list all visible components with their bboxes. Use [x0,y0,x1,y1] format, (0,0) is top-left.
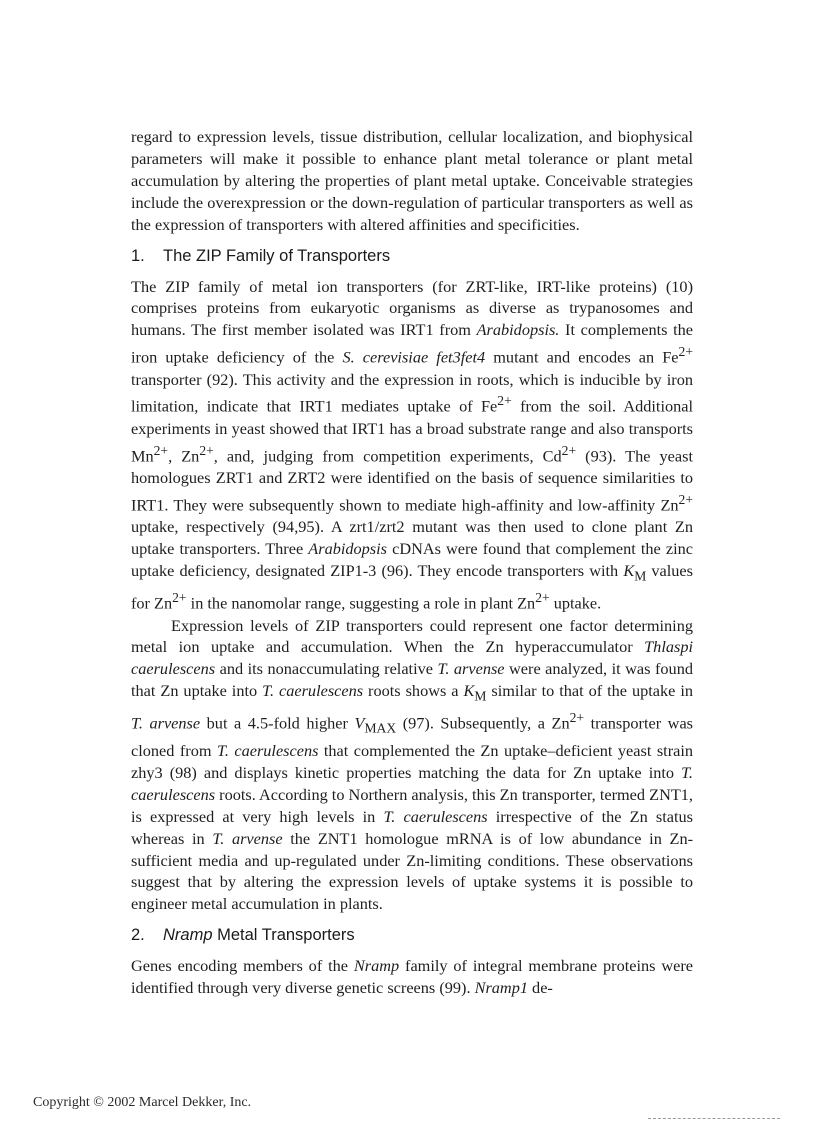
section-1-number: 1. [131,246,145,265]
footer-rule [648,1118,780,1119]
copyright-notice: Copyright © 2002 Marcel Dekker, Inc. [33,1095,252,1110]
section-2-number: 2. [131,926,145,945]
intro-paragraph: regard to expression levels, tissue distribution, cellular localization, and biophysical parameters will make it possible to enhance plant metal tolerance or plant metal accumulation by altering the properties of plant metal uptake. Conceivable strategies include the overexpression or the down-regulation of particular transporters as well as the expression of transporters with altered affinities and specificities. [131,127,693,234]
section-1-heading [131,245,693,267]
section-1-paragraph-1: The ZIP family of metal ion transporters (for ZRT-like, IRT-like proteins) (10) comprises proteins from eukaryotic organisms as diverse as trypanosomes and humans. The first member isolated was IRT1 from Arabidopsis. It complements the iron uptake deficiency of the S. cerevisiae fet3fet4 mutant and encodes an $Fe^{2+}$ transporter (92). This activity and the expression in roots, which is inducible by iron limitation, indicate that IRT1 mediates uptake of $Fe^{2+}$ from the soil. Additional experiments in yeast showed that IRT1 has a broad substrate range and also transports $Mn^{2+}$, $Zn^{2+}$, and, judging from competition experiments, $Cd^{2+}$ (93). The yeast homologues ZRT1 and ZRT2 were identified on the basis of sequence similarities to IRT1. They were subsequently shown to mediate high-affinity and low-affinity $Zn^{2+}$ uptake, respectively (94,95). A zrt1/zrt2 mutant was then used to clone plant Zn uptake transporters. Three Arabidopsis cDNAs were found that complement the zinc uptake deficiency, designated ZIP1-3 (96). They encode transporters with $K_M$ values for $Zn^{2+}$ in the nanomolar range, suggesting a role in plant $Zn^{2+}$ uptake. [131,276,694,613]
section-2-title-italic: Nramp [163,926,213,945]
section-2-paragraph-1: Genes encoding members of the Nramp family of integral membrane proteins were identified through very diverse genetic screens (99). Nramp1 de- [131,956,693,998]
section-2-title: Metal Transporters [212,926,355,945]
section-1-title: The ZIP Family of Transporters [163,246,391,265]
section-1-paragraph-2: Expression levels of ZIP transporters could represent one factor determining metal ion uptake and accumulation. When the Zn hyperaccumulator Thlaspi caerulescens and its nonaccumulating relative T. arvense were analyzed, it was found that Zn uptake into T. caerulescens roots shows a $K_M$ similar to that of the uptake in T. arvense but a 4.5-fold higher $V_{MAX}$ (97). Subsequently, a $Zn^{2+}$ transporter was cloned from T. caerulescens that complemented the Zn uptake–deficient yeast strain zhy3 (98) and displays kinetic properties matching the data for Zn uptake into T. caerulescens roots. According to Northern analysis, this Zn transporter, termed ZNT1, is expressed at very high levels in T. caerulescens irrespective of the Zn status whereas in T. arvense the ZNT1 homologue mRNA is of low abundance in Zn-sufficient media and up-regulated under Zn-limiting conditions. These observations suggest that by altering the expression levels of uptake systems it is possible to engineer metal accumulation in plants. [131,615,694,914]
page-body [131,126,693,999]
section-2-heading [131,924,693,946]
